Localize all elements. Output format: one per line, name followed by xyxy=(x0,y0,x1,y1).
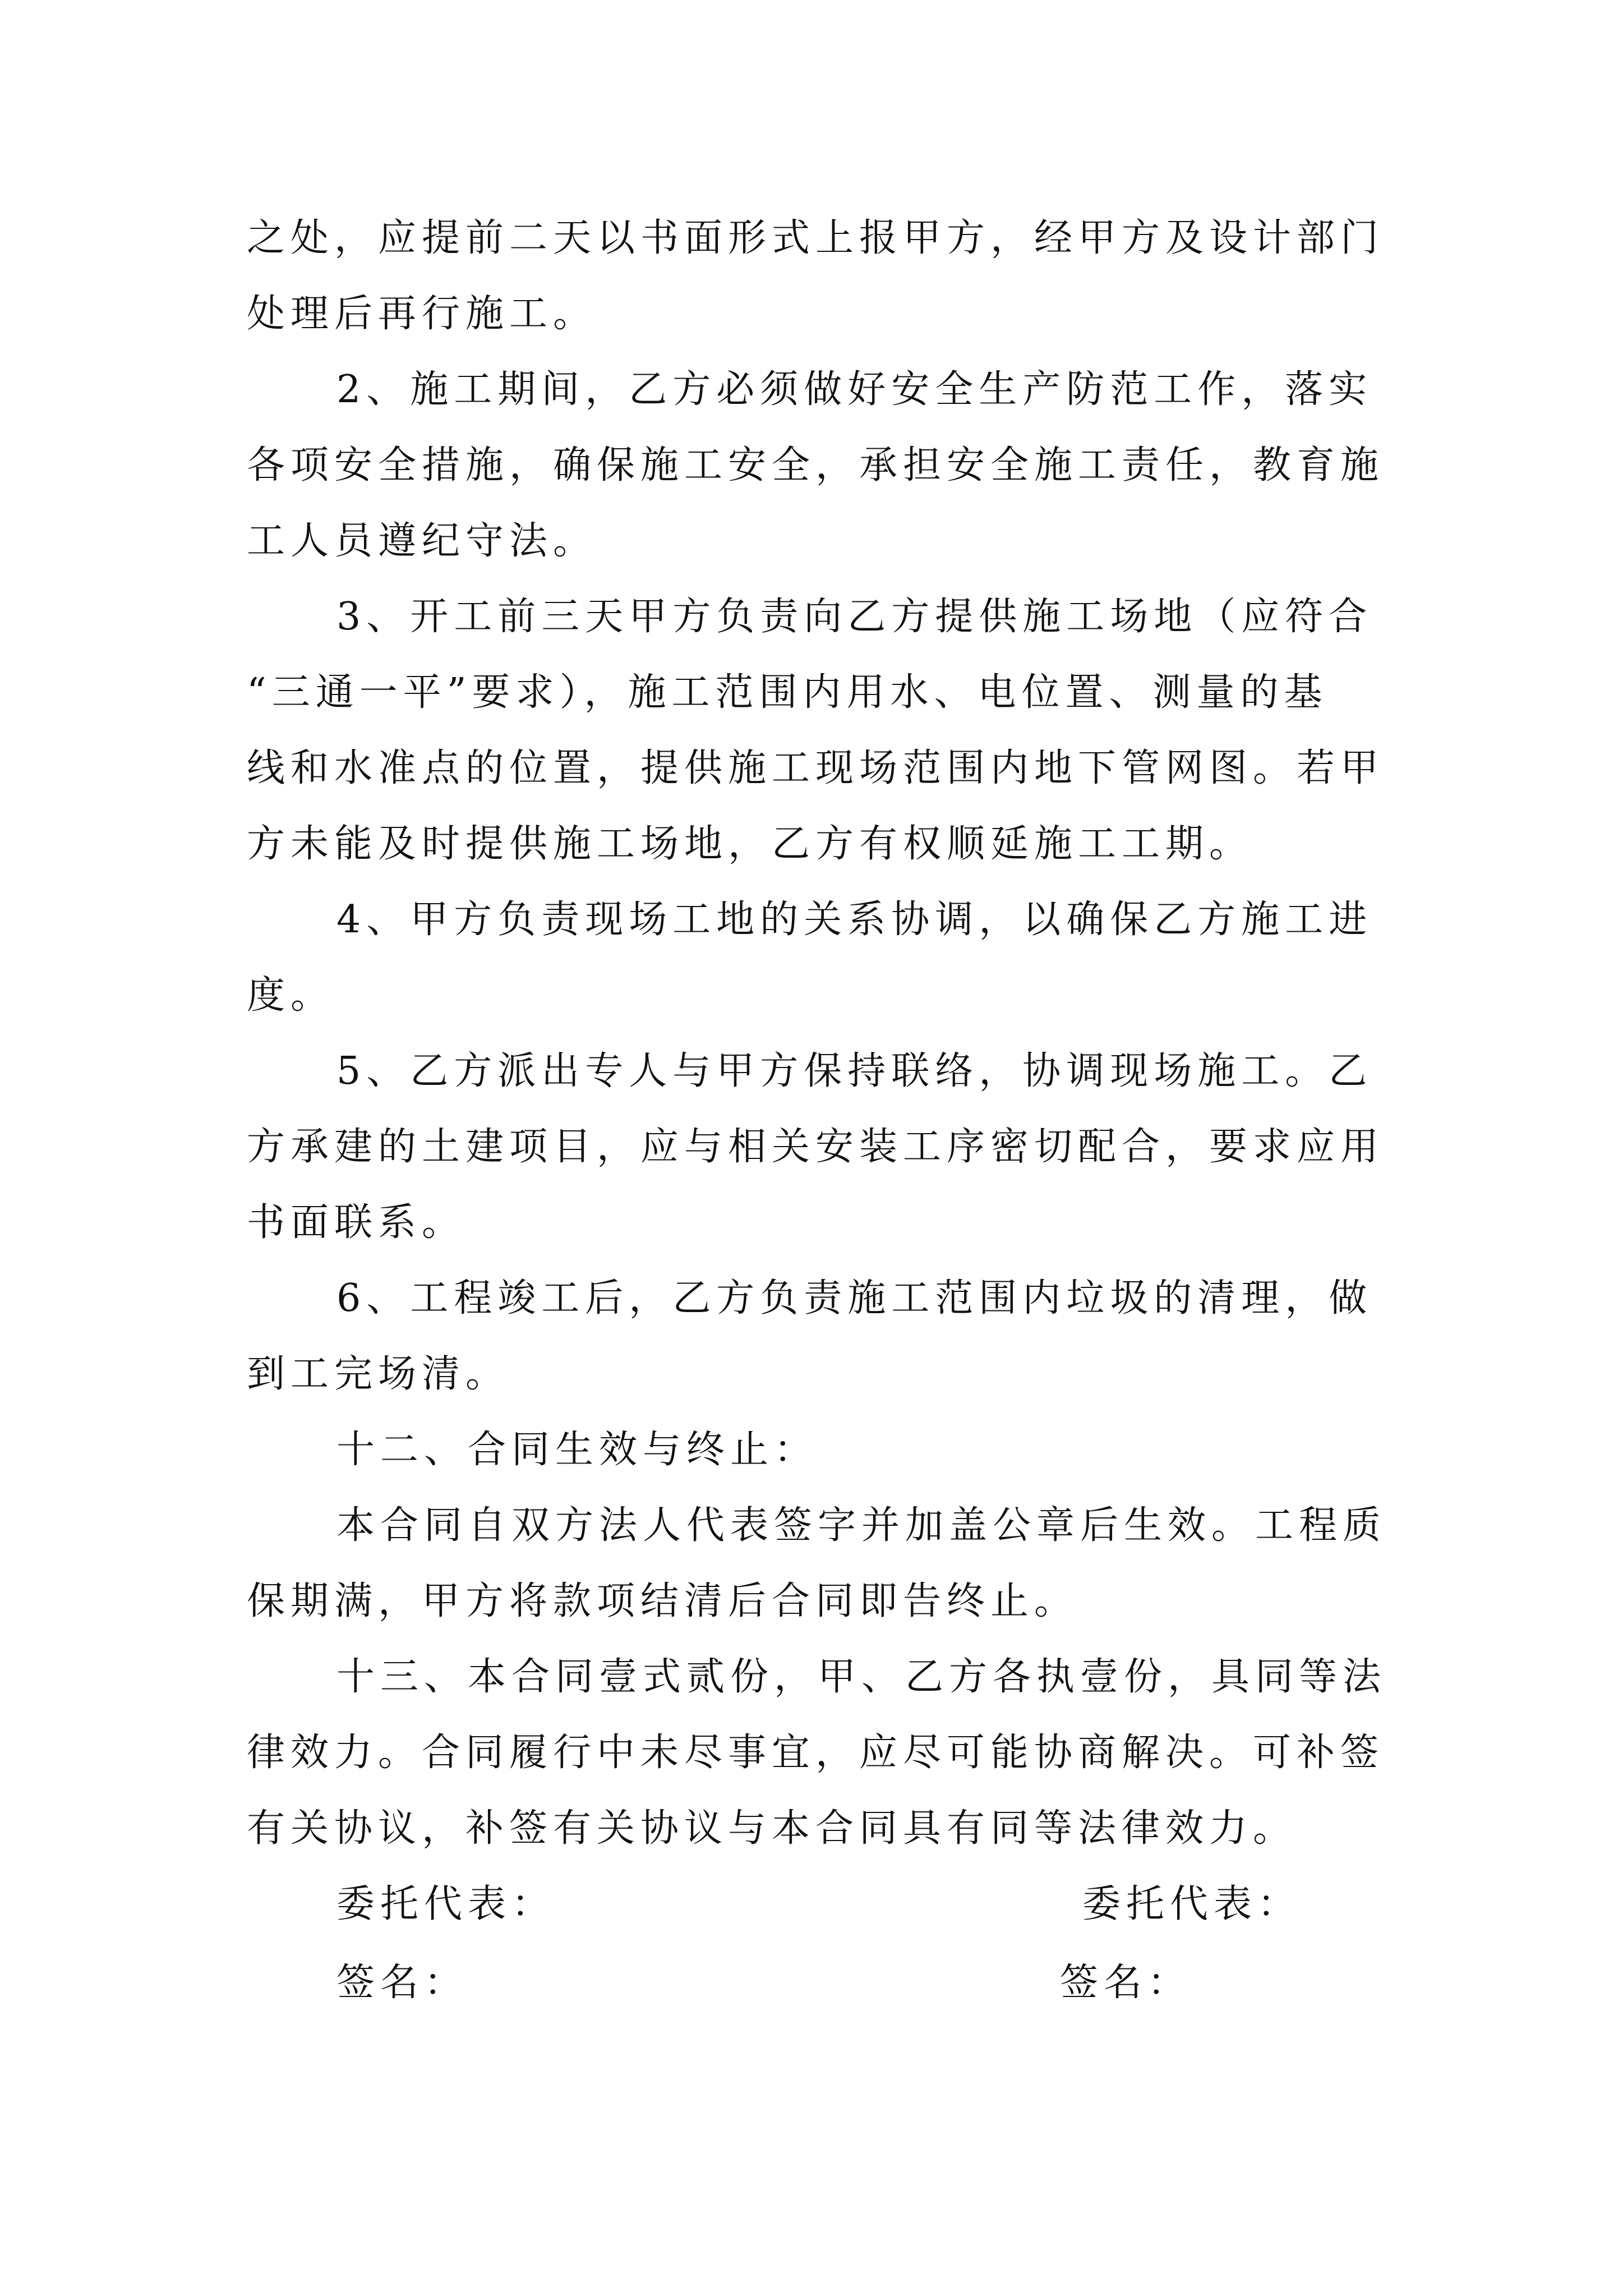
text-line: 书面联系。 xyxy=(247,1200,466,1245)
left-representative-label: 委托代表： xyxy=(336,1882,556,1926)
section-heading: 十二、合同生效与终止： xyxy=(336,1428,818,1472)
text-line: 各项安全措施，确保施工安全，承担安全施工责任，教育施 xyxy=(247,443,1385,487)
text-line: 律效力。合同履行中未尽事宜，应尽可能协商解决。可补签 xyxy=(247,1731,1385,1775)
text-line: 处理后再行施工。 xyxy=(247,292,597,336)
text-line: 3、开工前三天甲方负责向乙方提供施工场地（应符合 xyxy=(336,595,1373,639)
text-line: 到工完场清。 xyxy=(247,1352,510,1396)
right-signature-label: 签名： xyxy=(1060,1961,1192,2005)
text-line: 方未能及时提供施工场地，乙方有权顺延施工工期。 xyxy=(247,822,1253,866)
text-line: 线和水准点的位置，提供施工现场范围内地下管网图。若甲 xyxy=(247,746,1385,790)
text-line: 本合同自双方法人代表签字并加盖公章后生效。工程质 xyxy=(336,1503,1387,1548)
left-signature-label: 签名： xyxy=(336,1961,468,2005)
right-representative-label: 委托代表： xyxy=(1082,1882,1302,1926)
text-line: 5、乙方派出专人与甲方保持联络，协调现场施工。乙 xyxy=(336,1049,1373,1093)
text-line: “三通一平”要求），施工范围内用水、电位置、测量的基 xyxy=(247,670,1328,715)
text-line: 4、甲方负责现场工地的关系协调，以确保乙方施工进 xyxy=(336,898,1373,942)
text-line: 2、施工期间，乙方必须做好安全生产防范工作，落实 xyxy=(336,367,1373,412)
text-line: 方承建的土建项目，应与相关安装工序密切配合，要求应用 xyxy=(247,1125,1385,1169)
text-line: 度。 xyxy=(247,973,335,1018)
text-line: 之处，应提前二天以书面形式上报甲方，经甲方及设计部门 xyxy=(247,216,1385,260)
text-line: 工人员遵纪守法。 xyxy=(247,519,597,563)
text-line: 有关协议，补签有关协议与本合同具有同等法律效力。 xyxy=(247,1806,1297,1851)
section-heading: 十三、本合同壹式贰份，甲、乙方各执壹份，具同等法 xyxy=(336,1655,1387,1699)
text-line: 保期满，甲方将款项结清后合同即告终止。 xyxy=(247,1579,1078,1623)
text-line: 6、工程竣工后，乙方负责施工范围内垃圾的清理，做 xyxy=(336,1276,1373,1320)
